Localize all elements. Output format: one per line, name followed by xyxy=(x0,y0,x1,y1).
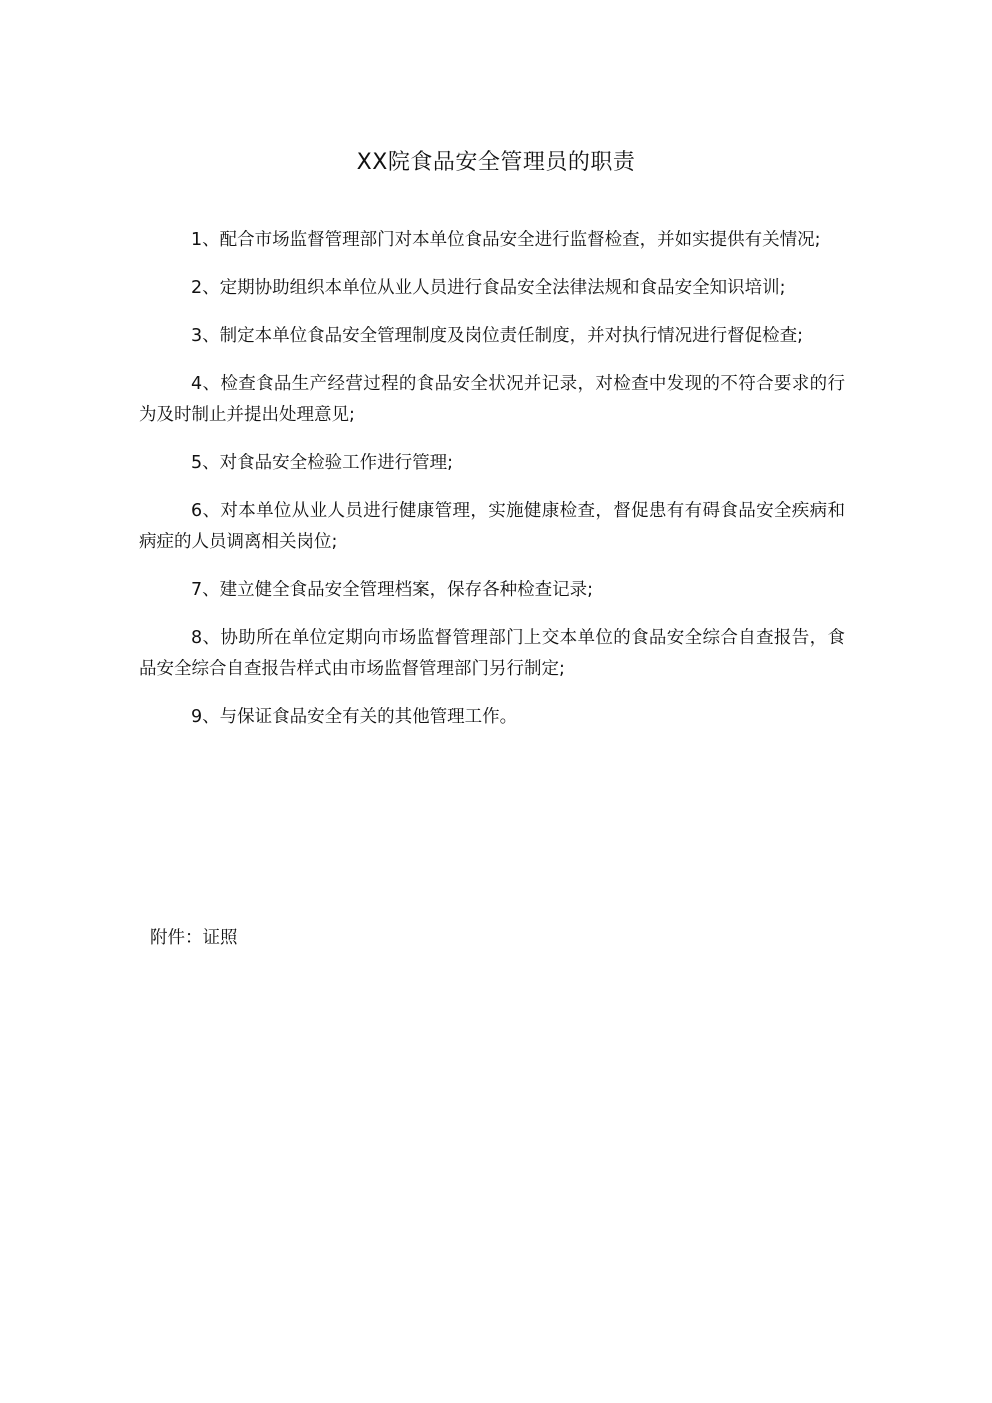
duty-number: 2、 xyxy=(191,278,220,298)
duty-number: 8、 xyxy=(191,628,221,648)
duty-item-9 xyxy=(139,702,845,733)
duty-text: 与保证食品安全有关的其他管理工作。 xyxy=(219,707,518,727)
duty-number: 3、 xyxy=(191,326,220,346)
duty-text: 对食品安全检验工作进行管理; xyxy=(219,453,454,473)
duty-text: 建立健全食品安全管理档案，保存各种检查记录; xyxy=(219,580,594,600)
duties-list xyxy=(139,225,845,750)
duty-text: 检查食品生产经营过程的食品安全状况并记录，对检查中发现的不符合要求的行为及时制止并提出处理意见; xyxy=(139,374,846,425)
duty-number: 5、 xyxy=(191,453,220,473)
duty-text: 制定本单位食品安全管理制度及岗位责任制度，并对执行情况进行督促检查; xyxy=(219,326,804,346)
duty-number: 6、 xyxy=(191,501,221,521)
duty-item-2 xyxy=(139,273,845,304)
document-title: XX院食品安全管理员的职责 xyxy=(356,149,636,175)
duty-item-4 xyxy=(139,369,845,431)
duty-item-3 xyxy=(139,321,845,352)
duty-number: 1、 xyxy=(191,230,220,250)
duty-item-6 xyxy=(139,496,845,558)
duty-number: 4、 xyxy=(191,374,221,394)
duty-item-7 xyxy=(139,575,845,606)
duty-item-1 xyxy=(139,225,845,256)
attachment-note: 附件：证照 xyxy=(150,928,238,948)
duty-text: 对本单位从业人员进行健康管理，实施健康检查，督促患有有碍食品安全疾病和病症的人员调离相关岗位; xyxy=(139,501,846,552)
duty-text: 配合市场监督管理部门对本单位食品安全进行监督检查，并如实提供有关情况; xyxy=(219,230,821,250)
duty-text: 定期协助组织本单位从业人员进行食品安全法律法规和食品安全知识培训; xyxy=(219,278,786,298)
duty-item-8 xyxy=(139,623,845,685)
duty-number: 9、 xyxy=(191,707,220,727)
duty-text: 协助所在单位定期向市场监督管理部门上交本单位的食品安全综合自查报告，食品安全综合自查报告样式由市场监督管理部门另行制定; xyxy=(139,628,846,679)
duty-number: 7、 xyxy=(191,580,220,600)
duty-item-5 xyxy=(139,448,845,479)
